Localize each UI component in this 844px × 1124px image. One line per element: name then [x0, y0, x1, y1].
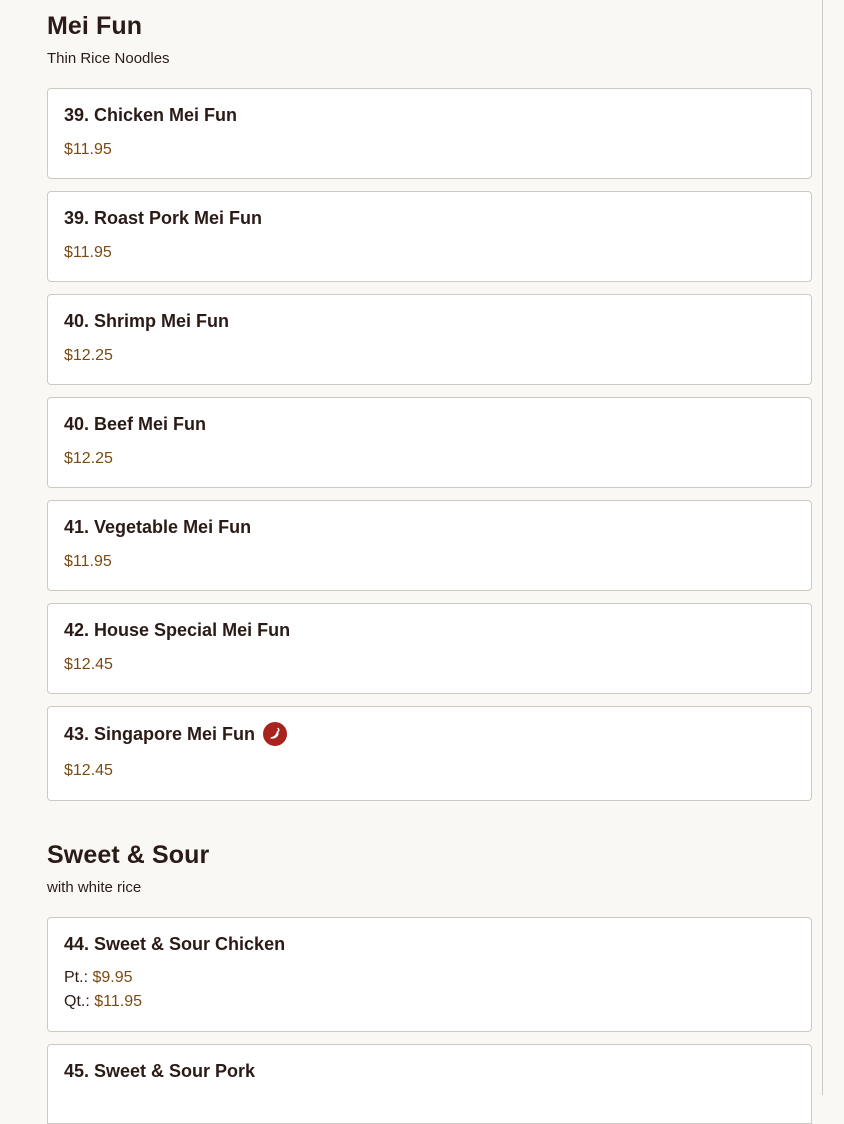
item-price: $11.95	[64, 244, 112, 261]
item-name: 45. Sweet & Sour Pork	[64, 1061, 256, 1081]
menu-item[interactable]	[47, 397, 812, 488]
size-price: $9.95	[92, 969, 133, 986]
menu-item[interactable]	[47, 1044, 812, 1124]
size-label: Pt.:	[64, 969, 89, 986]
size-price: $11.95	[94, 993, 142, 1010]
price-list	[64, 966, 795, 1014]
chili-pepper-icon	[267, 726, 283, 742]
section-mei-fun	[47, 0, 812, 801]
menu-item[interactable]	[47, 603, 812, 694]
item-list	[47, 917, 812, 1124]
item-price: $12.45	[64, 656, 113, 673]
menu-content	[47, 0, 812, 1124]
item-name: 40. Beef Mei Fun	[64, 414, 207, 434]
item-list	[47, 88, 812, 801]
item-name: 40. Shrimp Mei Fun	[64, 311, 230, 331]
menu-item[interactable]	[47, 500, 812, 591]
section-subtitle: Thin Rice Noodles	[47, 50, 170, 67]
menu-item[interactable]	[47, 917, 812, 1032]
item-price: $11.95	[64, 553, 112, 570]
section-sweet-sour	[47, 801, 812, 1124]
item-name: 44. Sweet & Sour Chicken	[64, 934, 286, 954]
item-name: 39. Roast Pork Mei Fun	[64, 208, 263, 228]
section-subtitle: with white rice	[47, 879, 142, 896]
menu-item[interactable]	[47, 706, 812, 801]
page-divider	[822, 0, 823, 1095]
price-quart	[64, 990, 795, 1014]
section-title: Mei Fun	[47, 12, 143, 40]
item-price: $11.95	[64, 141, 112, 158]
menu-item[interactable]	[47, 88, 812, 179]
section-title: Sweet & Sour	[47, 841, 210, 869]
item-name: 43. Singapore Mei Fun	[64, 724, 256, 744]
item-price: $12.45	[64, 762, 113, 779]
spicy-icon	[263, 722, 287, 746]
item-name: 39. Chicken Mei Fun	[64, 105, 238, 125]
item-price: $12.25	[64, 347, 113, 364]
item-name: 41. Vegetable Mei Fun	[64, 517, 252, 537]
item-name: 42. House Special Mei Fun	[64, 620, 291, 640]
item-price: $12.25	[64, 450, 113, 467]
item-name-row	[64, 722, 795, 746]
menu-item[interactable]	[47, 191, 812, 282]
menu-item[interactable]	[47, 294, 812, 385]
size-label: Qt.:	[64, 993, 90, 1010]
price-pint	[64, 966, 795, 990]
